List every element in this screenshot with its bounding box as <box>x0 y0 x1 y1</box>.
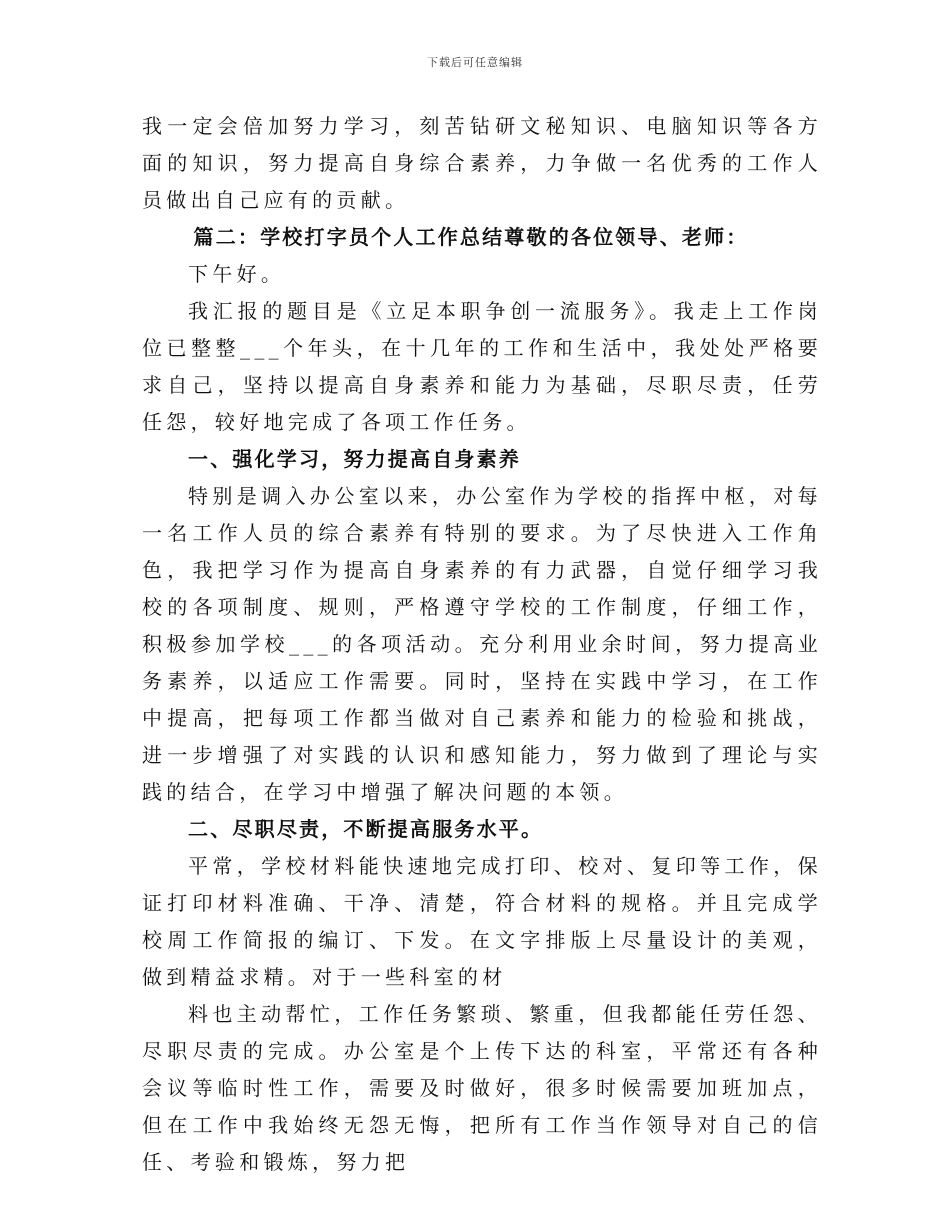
study-paragraph: 特别是调入办公室以来，办公室作为学校的指挥中枢，对每一名工作人员的综合素养有特别的要求。为了尽快进入工作角色，我把学习作为提高自身素养的有力武器，自觉仔细学习我校的各项制度、规则，严格遵守学校的工作制度，仔细工作，积极参加学校___的各项活动。充分利用业余时间，努力提高业务素养，以适应工作需要。同时，坚持在实践中学习，在工作中提高，把每项工作都当做对自己素养和能力的检验和挑战，进一步增强了对实践的认识和感知能力，努力做到了理论与实践的结合，在学习中增强了解决问题的本领。 <box>142 484 822 804</box>
heading-service: 二、尽职尽责，不断提高服务水平。 <box>188 817 544 841</box>
service-paragraph: 平常，学校材料能快速地完成打印、校对、复印等工作，保证打印材料准确、干净、清楚，符合材料的规格。并且完成学校周工作简报的编订、下发。在文字排版上尽量设计的美观，做到精益求精。对于一些科室的材 <box>142 854 822 989</box>
intro-paragraph: 我一定会倍加努力学习，刻苦钻研文秘知识、电脑知识等各方面的知识，努力提高自身综合素养，力争做一名优秀的工作人员做出自己应有的贡献。 <box>142 114 822 212</box>
section-title: 篇二：学校打字员个人工作总结尊敬的各位领导、老师： <box>193 225 749 249</box>
page-header-note: 下载后可任意编辑 <box>427 56 523 69</box>
document-body <box>142 108 822 1181</box>
greeting-paragraph: 下午好。 <box>188 262 286 286</box>
heading-study: 一、强化学习，努力提高自身素养 <box>188 447 521 471</box>
report-paragraph: 我汇报的题目是《立足本职争创一流服务》。我走上工作岗位已整整___个年头，在十几年的工作和生活中，我处处严格要求自己，坚持以提高自身素养和能力为基础，尽职尽责，任劳任怨，较好地完成了各项工作任务。 <box>142 299 822 434</box>
continuation-paragraph: 料也主动帮忙，工作任务繁琐、繁重，但我都能任劳任怨、尽职尽责的完成。办公室是个上传下达的科室，平常还有各种会议等临时性工作，需要及时做好，很多时候需要加班加点，但在工作中我始终无怨无悔，把所有工作当作领导对自己的信任、考验和锻炼，努力把 <box>142 1002 822 1174</box>
